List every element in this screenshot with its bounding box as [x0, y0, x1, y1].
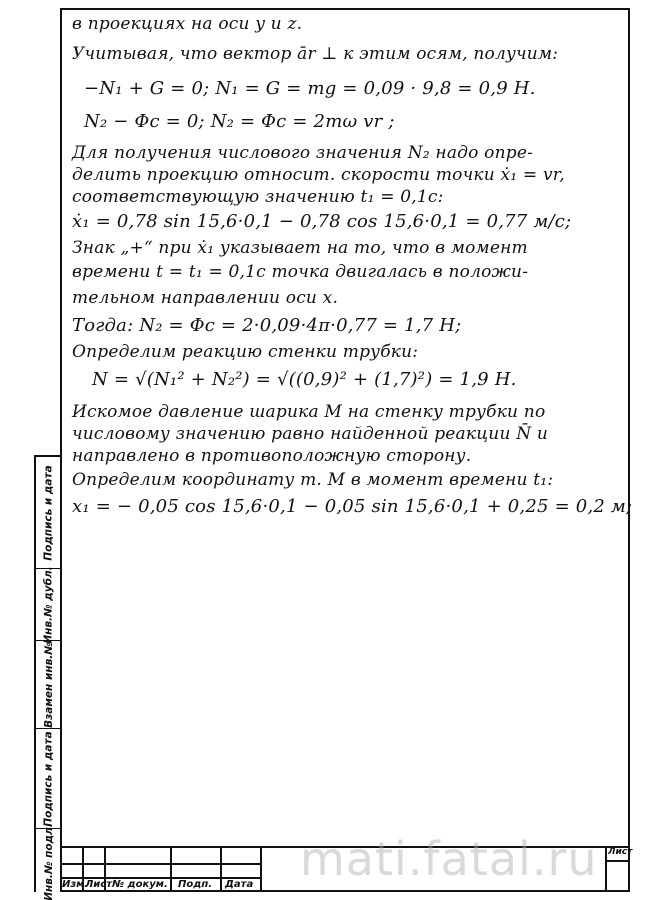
- side-cell-signature-date-1: [36, 457, 62, 569]
- side-cell-replace-inv: [36, 641, 62, 729]
- equation-line-4: N₂ − Φc = 0; N₂ = Φc = 2mω vr ;: [84, 111, 395, 132]
- text-line-13: Определим реакцию стенки трубки:: [72, 342, 419, 362]
- equation-line-3: −N₁ + G = 0; N₁ = G = mg = 0,09 · 9,8 = 0,9 H.: [84, 78, 536, 99]
- text-line-9: Знак „+“ при ẋ₁ указывает на то, что в момент: [72, 238, 528, 258]
- text-line-17: направлено в противоположную сторону.: [72, 446, 472, 466]
- equation-line-8: ẋ₁ = 0,78 sin 15,6·0,1 − 0,78 cos 15,6·0,1 = 0,77 м/c;: [72, 211, 572, 232]
- watermark: mati.fatal.ru: [300, 832, 598, 886]
- equation-line-12: Тогда: N₂ = Φc = 2·0,09·4π·0,77 = 1,7 H;: [72, 315, 462, 336]
- stamp-label-doc-no: № докум.: [112, 879, 168, 890]
- text-line-15: Искомое давление шарика M на стенку трубки по: [72, 402, 546, 422]
- text-line-10: времени t = t₁ = 0,1c точка двигалась в положи-: [72, 262, 529, 282]
- text-line-1: в проекциях на оси y и z.: [72, 14, 303, 34]
- side-label-signature-date-1: Подпись и дата: [43, 464, 55, 561]
- side-cell-signature-date-2: [36, 729, 62, 829]
- stamp-label-list: Лист: [85, 879, 113, 890]
- text-line-11: тельном направлении оси x.: [72, 288, 339, 308]
- stamp-label-date: Дата: [225, 879, 254, 890]
- stamp-label-izm: Изм.: [62, 879, 89, 890]
- equation-line-14: N = √(N₁² + N₂²) = √((0,9)² + (1,7)²) = 1,9 H.: [92, 369, 517, 390]
- stamp-label-sheet: Лист: [608, 847, 633, 857]
- side-label-dup-inv: Инв.№ дубл.: [43, 565, 55, 644]
- text-line-7: соответствующую значению t₁ = 0,1c:: [72, 187, 444, 207]
- text-line-2: Учитывая, что вектор ār ⊥ к этим осям, получим:: [72, 44, 559, 64]
- side-label-orig-inv: Инв.№ подл.: [43, 822, 55, 900]
- text-line-18: Определим координату т. M в момент времени t₁:: [72, 470, 554, 490]
- equation-line-19: x₁ = − 0,05 cos 15,6·0,1 − 0,05 sin 15,6·0,1 + 0,25 = 0,2 м;: [72, 496, 633, 517]
- side-label-signature-date-2: Подпись и дата: [43, 730, 55, 827]
- text-line-5: Для получения числового значения N₂ надо опре-: [72, 143, 534, 163]
- text-line-16: числовому значению равно найденной реакции N̄ и: [72, 424, 549, 444]
- text-line-6: делить проекцию относит. скорости точки ẋ₁ = vr,: [72, 165, 565, 185]
- side-cell-orig-inv: [36, 822, 62, 900]
- stamp-label-signature: Подп.: [178, 879, 213, 890]
- side-cell-dup-inv: [36, 565, 62, 644]
- side-label-replace-inv: Взамен инв.№: [43, 641, 55, 728]
- side-stamp-column: [34, 455, 60, 900]
